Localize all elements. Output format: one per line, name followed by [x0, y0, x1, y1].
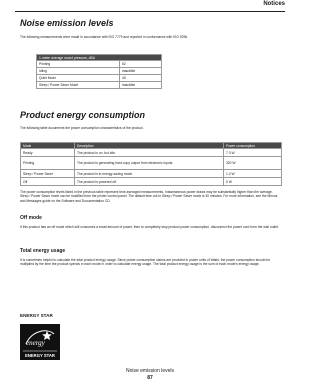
footer-section: Noise emission levels: [125, 368, 175, 374]
noise-row-value: 52: [120, 61, 162, 68]
power-value: 7.3 W: [224, 149, 282, 157]
page-number: 87: [147, 375, 153, 381]
off-mode-text: If this product has an off mode which still consumes a small amount of power, then to completely stop product power consumption, disconnect the power cord from the wall outlet.: [20, 225, 279, 229]
power-description: The product is in energy-saving mode.: [75, 170, 224, 178]
power-note: The power consumption levels listed in the previous table represent time-averaged measurements. Instantaneous power draws may be substantially higher than the average. Sleep / Power Saver mode can be modified from the printer control panel. The default time out to Sleep / Power Saver mode is 30 minutes. For more information, see the Menus and Messages guide on the Software and Documentation CD.: [20, 190, 278, 203]
power-mode: Printing: [21, 157, 75, 170]
table-row: [21, 157, 282, 170]
energy-star-heading: ENERGY STAR: [20, 313, 53, 318]
power-col-description: Description: [75, 143, 224, 149]
total-energy-text: It is sometimes helpful to calculate the total product energy usage. Since power consumption claims are provided in power units of Watts, the power consumption should be multiplied by the time the product spends in each mode in order to calculate energy usage. The total product energy usage is the sum of each mode's energy usage.: [20, 258, 271, 267]
power-table: [20, 142, 282, 186]
header-rule: [15, 11, 285, 12]
power-col-mode: Mode: [21, 143, 75, 149]
noise-row-label: Idling: [37, 68, 120, 75]
noise-table: [36, 54, 162, 89]
energy-star-logo: [20, 324, 60, 360]
table-row: [37, 68, 162, 75]
power-col-consumption: Power consumption: [224, 143, 282, 149]
energy-star-logo-word: energy: [26, 339, 45, 347]
table-row: [21, 178, 282, 186]
noise-row-label: Quiet Mode: [37, 75, 120, 82]
noise-row-label: Sleep / Power Saver Mode: [37, 82, 120, 89]
power-mode: Sleep / Power Saver: [21, 170, 75, 178]
power-value: 0 W: [224, 178, 282, 186]
power-value: 1.0 W: [224, 170, 282, 178]
noise-row-value: inaudible: [120, 68, 162, 75]
power-value: 320 W: [224, 157, 282, 170]
off-mode-heading: Off mode: [20, 215, 42, 221]
table-row: [21, 170, 282, 178]
power-mode: Off: [21, 178, 75, 186]
table-row: [37, 82, 162, 89]
table-row: [21, 149, 282, 157]
noise-row-label: Printing: [37, 61, 120, 68]
power-heading: Product energy consumption: [20, 110, 146, 120]
energy-star-icon: [20, 324, 60, 360]
power-intro: The following table documents the power consumption characteristics of the product.: [20, 126, 144, 130]
noise-row-value: inaudible: [120, 82, 162, 89]
noise-row-value: 45: [120, 75, 162, 82]
energy-star-logo-label: ENERGY STAR: [25, 353, 55, 358]
power-description: The product is on, but idle.: [75, 149, 224, 157]
noise-intro: The following measurements were made in accordance with ISO 7779 and reported in conformance with ISO 9296.: [20, 35, 189, 39]
noise-heading: Noise emission levels: [20, 18, 114, 28]
header-title: Notices: [263, 1, 285, 7]
power-description: The product is powered off.: [75, 178, 224, 186]
table-row: [37, 75, 162, 82]
page-header: [0, 0, 300, 15]
noise-table-header: 1-meter average sound pressure, dBA: [37, 55, 162, 61]
table-row: [37, 61, 162, 68]
power-description: The product is generating hard-copy output from electronic inputs.: [75, 157, 224, 170]
power-mode: Ready: [21, 149, 75, 157]
total-energy-heading: Total energy usage: [20, 248, 66, 254]
